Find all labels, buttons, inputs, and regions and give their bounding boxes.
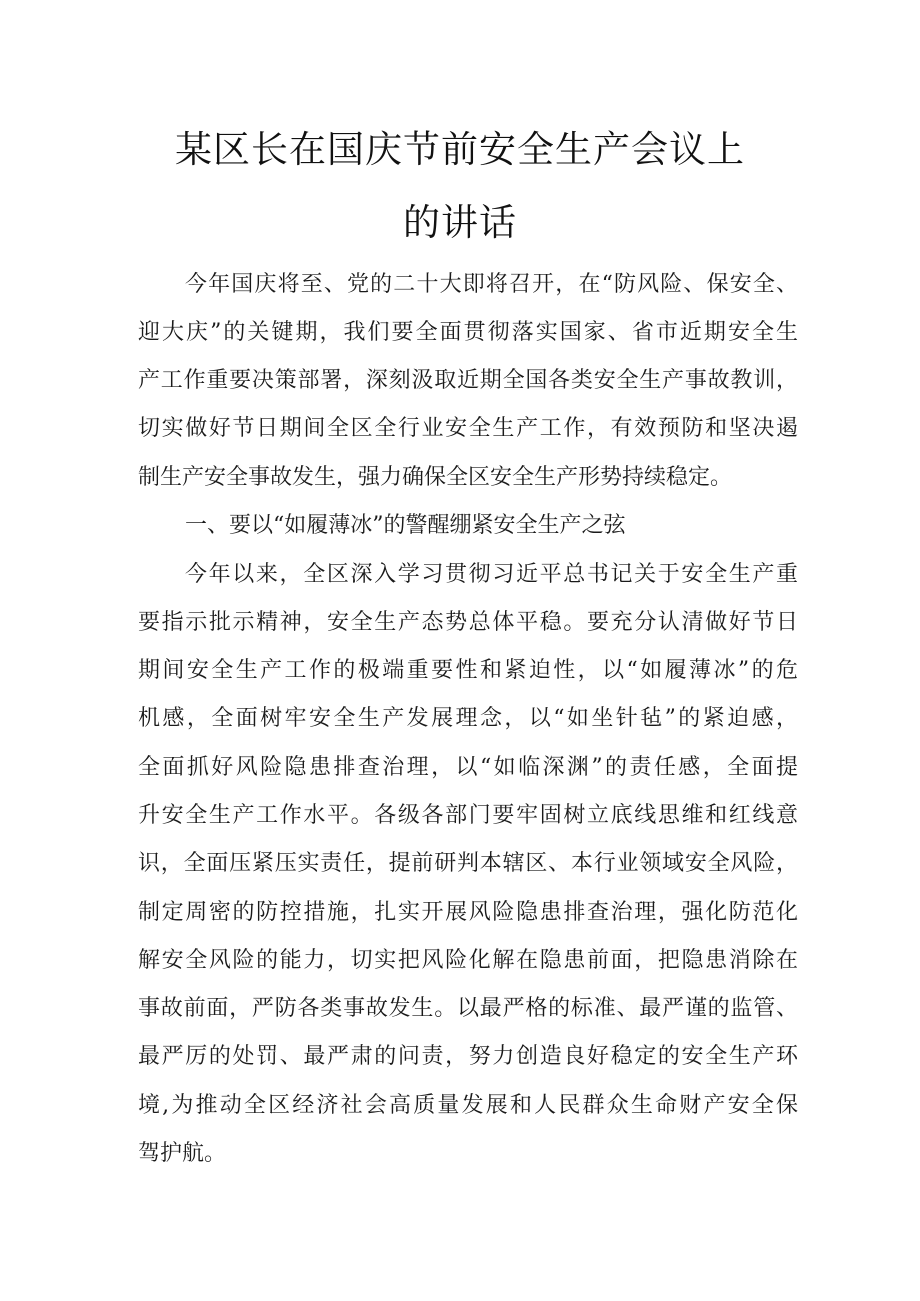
paragraph-2-line-1: 今年以来，全区深入学习贯彻习近平总书记关于安全生产重	[185, 562, 798, 587]
paragraph-2-line-12: 境,为推动全区经济社会高质量发展和人民群众生命财产安全保	[138, 1093, 798, 1118]
paragraph-2-line-5: 全面抓好风险隐患排查治理，以“如临深渊”的责任感，全面提	[138, 755, 798, 780]
paragraph-2-line-7: 识，全面压紧压实责任，提前研判本辖区、本行业领域安全风险，	[138, 851, 798, 876]
document-title-line-1: 某区长在国庆节前安全生产会议上	[175, 128, 745, 171]
paragraph-2-line-8: 制定周密的防控措施，扎实开展风险隐患排查治理，强化防范化	[138, 900, 798, 925]
paragraph-2-line-9: 解安全风险的能力，切实把风险化解在隐患前面，把隐患消除在	[138, 948, 798, 973]
section-heading-1: 一、要以“如履薄冰”的警醒绷紧安全生产之弦	[185, 513, 626, 538]
paragraph-2-line-6: 升安全生产工作水平。各级各部门要牢固树立底线思维和红线意	[138, 803, 798, 828]
paragraph-2-line-2: 要指示批示精神，安全生产态势总体平稳。要充分认清做好节日	[138, 610, 798, 635]
paragraph-1-line-1: 今年国庆将至、党的二十大即将召开，在“防风险、保安全、	[185, 272, 798, 297]
paragraph-2-line-13: 驾护航。	[138, 1141, 227, 1166]
paragraph-1-line-5: 制生产安全事故发生，强力确保全区安全生产形势持续稳定。	[138, 465, 733, 490]
paragraph-1-line-4: 切实做好节日期间全区全行业安全生产工作，有效预防和坚决遏	[138, 416, 798, 441]
paragraph-2-line-10: 事故前面，严防各类事故发生。以最严格的标准、最严谨的监管、	[138, 996, 798, 1021]
paragraph-2-line-4: 机感，全面树牢安全生产发展理念，以“如坐针毡”的紧迫感，	[138, 706, 798, 731]
paragraph-2-line-3: 期间安全生产工作的极端重要性和紧迫性，以“如履薄冰”的危	[138, 658, 798, 683]
document-title-line-2: 的讲话	[403, 201, 517, 244]
paragraph-1-line-2: 迎大庆”的关键期，我们要全面贯彻落实国家、省市近期安全生	[138, 320, 798, 345]
paragraph-1-line-3: 产工作重要决策部署，深刻汲取近期全国各类安全生产事故教训，	[138, 368, 798, 393]
paragraph-2-line-11: 最严厉的处罚、最严肃的问责，努力创造良好稳定的安全生产环	[138, 1044, 798, 1069]
